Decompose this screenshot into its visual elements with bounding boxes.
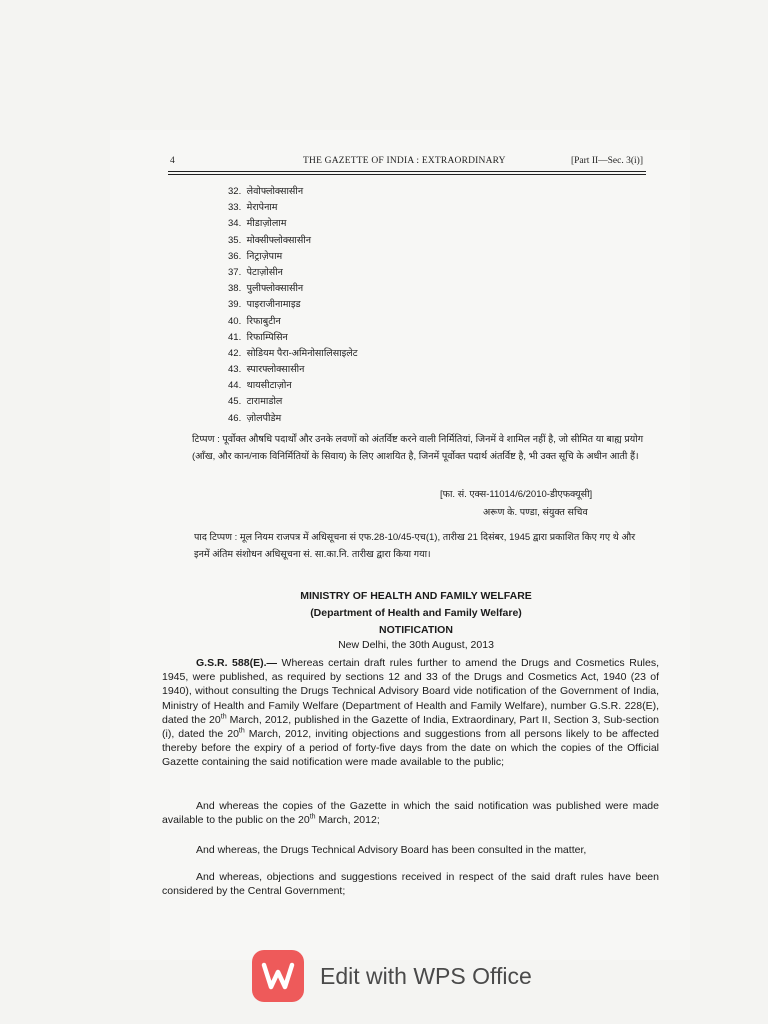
list-item: 36. निट्राज़ेपाम <box>228 250 283 262</box>
list-item: 35. मोक्सीफ्लोक्सासीन <box>228 234 312 246</box>
hindi-note: टिप्पण : पूर्वोक्त औषधि पदार्थों और उनके लवणों को अंतर्विष्ट करने वाली निर्मितियां, जिनमें वे शामिल नहीं है, जो सीमित या बाह्य प्रयोग (आँख, और कान/नाक विनिर्मितियों के सिवाय) के लिए आशयित है, जिनमें पूर्वोक्त पदार्थ अंतर्विष्ट है, भी उक्त सूचि के अधीन आती हैं। <box>192 434 644 462</box>
list-item: 38. पुलीफ्लोक्सासीन <box>228 283 304 295</box>
drug-list <box>228 184 358 427</box>
gazette-title: THE GAZETTE OF INDIA : EXTRAORDINARY <box>303 156 506 166</box>
notification-heading: NOTIFICATION <box>379 624 453 636</box>
wps-logo-icon <box>252 950 304 1002</box>
list-item: 41. रिफाम्पिसिन <box>228 331 288 343</box>
notification-date: New Delhi, the 30th August, 2013 <box>338 639 494 651</box>
list-item: 44. थायसीटाज़ोन <box>228 380 292 392</box>
list-item: 42. सोडियम पैरा-अमिनोसालिसाइलेट <box>228 347 358 359</box>
gsr-number: G.S.R. 588(E).— <box>196 657 277 669</box>
hindi-footnote: पाद टिप्पण : मूल नियम राजपत्र में अधिसूचना सं एफ.28-10/45-एच(1), तारीख 21 दिसंबर, 1945 द्वारा प्रकाशित किए गए थे और इनमें अंतिम संशोधन अधिसूचना सं. सा.का.नि. तारीख द्वारा किया गया। <box>194 532 636 560</box>
wps-watermark-label: Edit with WPS Office <box>320 963 532 989</box>
paragraph-objections: And whereas, objections and suggestions received in respect of the said draft rules have been considered by the Central Government; <box>162 871 659 898</box>
wps-watermark[interactable] <box>252 950 552 1006</box>
list-item: 40. रिफाबुटीन <box>228 315 281 327</box>
header-rule <box>168 174 646 175</box>
paragraph-gsr: G.S.R. 588(E).— Whereas certain draft rules further to amend the Drugs and Cosmetics Rules, 1945, were published, as required by sections 12 and 33 of the Drugs and Cosmetics Act, 1940 (23 of 1940), without consulting the Drugs Technical Advisory Board vide notification of the Government of India, Ministry of Health and Family Welfare (Department of Health and Family Welfare), number G.S.R. 228(E), dated the 20th March, 2012, published in the Gazette of India, Extraordinary, Part II, Section 3, Sub-section (i), dated the 20th March, 2012, inviting objections and suggestions from all persons likely to be affected thereby before the expiry of a period of forty-five days from the date on which the copies of the Official Gazette containing the said notification were made available to the public; <box>162 657 659 769</box>
list-item: 43. स्पारफ्लोक्सासीन <box>228 364 305 376</box>
header-rule <box>168 171 646 172</box>
department-name: (Department of Health and Family Welfare) <box>310 607 522 619</box>
list-item: 46. ज़ोलपीडेम <box>228 412 282 424</box>
list-item: 37. पेटाज़ोसीन <box>228 266 283 278</box>
list-item: 39. पाइराजीनामाइड <box>228 299 301 311</box>
signatory: अरूण के. पण्डा, संयुक्त सचिव <box>483 507 588 518</box>
paragraph-dtab: And whereas, the Drugs Technical Advisory Board has been consulted in the matter, <box>196 844 587 856</box>
part-section: [Part II—Sec. 3(i)] <box>570 156 643 166</box>
paragraph-gazette-copies: And whereas the copies of the Gazette in which the said notification was published were made available to the public on the 20th March, 2012; <box>162 800 659 827</box>
list-item: 34. मीडाज़ोलाम <box>228 218 287 230</box>
list-item: 45. टारामाडोल <box>228 396 283 408</box>
ministry-name: MINISTRY OF HEALTH AND FAMILY WELFARE <box>300 590 532 602</box>
file-reference: [फा. सं. एक्स-11014/6/2010-डीएफक्यूसी] <box>440 489 593 500</box>
list-item: 33. मेरापेनाम <box>228 202 278 214</box>
gazette-header <box>170 156 645 170</box>
page-number: 4 <box>170 156 175 166</box>
list-item: 32. लेवोफ्लोक्सासीन <box>228 186 304 197</box>
